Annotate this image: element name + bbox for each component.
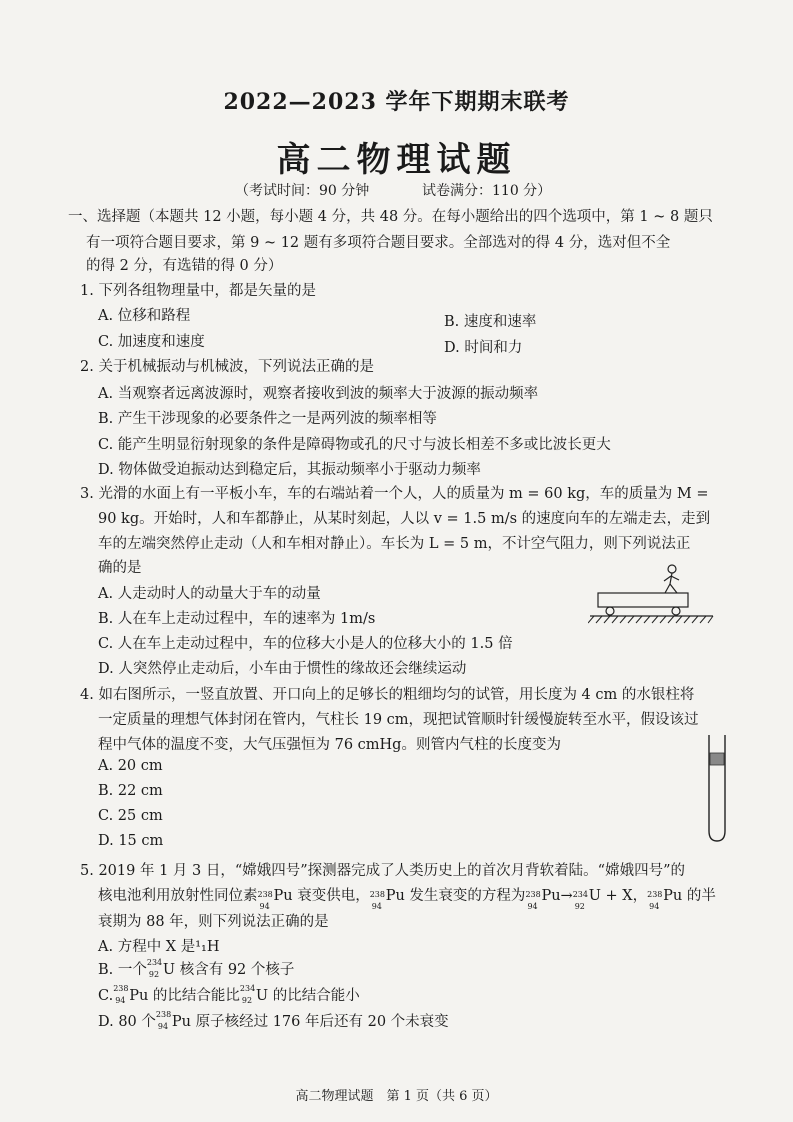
q5-b-text: B. 一个 <box>98 962 147 978</box>
question-1-option-d: D. 时间和力 <box>444 340 523 356</box>
q5-text: U + X， <box>588 888 648 904</box>
atomic-number: 94 <box>371 902 382 911</box>
u-nuclide <box>147 960 163 980</box>
section-instruction-line: 一、选择题（本题共 12 小题，每小题 4 分，共 48 分。在每小题给出的四个选项中，第 1 ~ 8 题只 <box>68 209 713 225</box>
question-3-stem-line: 车的左端突然停止走动（人和车相对静止）。车长为 L = 5 m，不计空气阻力，则下列说法正 <box>98 536 691 552</box>
question-4-stem-line: 程中气体的温度不变，大气压强恒为 76 cmHg。则管内气柱的长度变为 <box>98 737 561 753</box>
pu-nuclide <box>156 1012 172 1032</box>
question-4-stem-line: 4. 如右图所示，一竖直放置、开口向上的足够长的粗细均匀的试管，用长度为 4 cm 的水银柱将 <box>80 687 695 703</box>
exam-title: 2022—2023 学年下期期末联考 <box>223 89 570 115</box>
question-2-stem: 2. 关于机械振动与机械波，下列说法正确的是 <box>80 359 374 375</box>
atomic-number: 92 <box>148 970 160 979</box>
exam-time: （考试时间：90 分钟 <box>235 183 370 199</box>
question-1-stem: 1. 下列各组物理量中，都是矢量的是 <box>80 283 316 299</box>
subject-title: 高二物理试题 <box>276 140 517 180</box>
q5-text: Pu 的半 <box>663 888 716 904</box>
question-4-option-d: D. 15 cm <box>98 833 164 849</box>
q5-text: 核电池利用放射性同位素 <box>98 888 258 904</box>
q5-text: Pu→ <box>541 888 573 904</box>
mass-number: 234 <box>146 958 163 967</box>
mass-number: 238 <box>113 984 129 993</box>
question-2-option-b: B. 产生干涉现象的必要条件之一是两列波的频率相等 <box>98 411 437 427</box>
mass-number: 238 <box>155 1010 172 1019</box>
question-3-option-c: C. 人在车上走动过程中，车的位移大小是人的位移大小的 1.5 倍 <box>98 636 513 652</box>
q5-c-text: U 的比结合能小 <box>255 988 360 1004</box>
pu-nuclide <box>369 886 386 911</box>
pu-nuclide <box>113 986 129 1006</box>
question-2-option-a: A. 当观察者远离波源时，观察者接收到波的频率大于波源的振动频率 <box>98 386 539 402</box>
question-3-stem-line: 3. 光滑的水面上有一平板小车，车的右端站着一个人，人的质量为 m = 60 kg，车的质量为 M = <box>80 486 709 502</box>
question-3-stem-line: 确的是 <box>98 560 142 576</box>
exam-score: 试卷满分：110 分） <box>422 183 552 199</box>
question-1-option-c: C. 加速度和速度 <box>98 334 205 350</box>
mass-number: 238 <box>369 890 385 899</box>
q5-text: Pu 衰变供电， <box>273 888 370 904</box>
mass-number: 234 <box>572 890 588 899</box>
atomic-number: 92 <box>241 996 253 1005</box>
section-instruction-line: 有一项符合题目要求，第 9 ~ 12 题有多项符合题目要求。全部选对的得 4 分，选对但不全 <box>86 235 671 251</box>
page-footer: 高二物理试题 第 1 页（共 6 页） <box>295 1089 498 1104</box>
u-nuclide <box>240 986 256 1006</box>
question-3-option-d: D. 人突然停止走动后，小车由于惯性的缘故还会继续运动 <box>98 661 467 677</box>
test-tube-diagram <box>702 733 732 845</box>
question-1-option-b: B. 速度和速率 <box>444 314 537 330</box>
mass-number: 234 <box>239 984 256 993</box>
question-5-stem-line <box>98 885 716 911</box>
pu-nuclide <box>647 886 663 911</box>
question-4-stem-line: 一定质量的理想气体封闭在管内，气柱长 19 cm，现把试管顺时针缓慢旋转至水平，假设该过 <box>98 712 699 728</box>
mass-number: 238 <box>257 890 273 899</box>
question-3-option-a: A. 人走动时人的动量大于车的动量 <box>98 586 321 602</box>
q5-d-text: D. 80 个 <box>98 1014 156 1030</box>
question-1-option-a: A. 位移和路程 <box>98 308 191 324</box>
question-5-option-b <box>98 958 294 980</box>
u-nuclide <box>572 886 589 911</box>
q5-c-text: C. <box>98 988 114 1004</box>
question-4-option-b: B. 22 cm <box>98 783 163 799</box>
mass-number: 238 <box>647 890 663 899</box>
question-5-stem-line: 衰期为 88 年，则下列说法正确的是 <box>98 914 329 930</box>
atomic-number: 94 <box>115 996 126 1005</box>
question-4-option-c: C. 25 cm <box>98 808 163 824</box>
atomic-number: 94 <box>259 902 270 911</box>
question-5-option-d <box>98 1010 449 1032</box>
mass-number: 238 <box>525 890 541 899</box>
q5-b-text: U 核含有 92 个核子 <box>162 962 295 978</box>
cart-with-person-diagram <box>588 560 718 630</box>
section-instruction-line: 的得 2 分，有选错的得 0 分） <box>86 258 283 274</box>
q5-text: Pu 发生衰变的方程为 <box>385 888 526 904</box>
atomic-number: 94 <box>649 902 660 911</box>
question-3-stem-line: 90 kg。开始时，人和车都静止，从某时刻起，人以 v = 1.5 m/s 的速度向车的左端走去，走到 <box>98 511 711 527</box>
pu-nuclide <box>257 886 274 911</box>
question-3-option-b: B. 人在车上走动过程中，车的速率为 1m/s <box>98 611 376 627</box>
q5-c-text: Pu 的比结合能比 <box>129 988 240 1004</box>
question-5-option-a: A. 方程中 X 是¹₁H <box>98 939 220 955</box>
question-4-option-a: A. 20 cm <box>98 758 163 774</box>
atomic-number: 94 <box>527 902 538 911</box>
question-5-stem-line: 5. 2019 年 1 月 3 日，“嫦娥四号”探测器完成了人类历史上的首次月背软着陆。“嫦娥四号”的 <box>80 863 685 879</box>
pu-nuclide <box>525 886 541 911</box>
question-2-option-d: D. 物体做受迫振动达到稳定后，其振动频率小于驱动力频率 <box>98 462 481 478</box>
question-2-option-c: C. 能产生明显衍射现象的条件是障碍物或孔的尺寸与波长相差不多或比波长更大 <box>98 437 611 453</box>
atomic-number: 92 <box>574 902 585 911</box>
atomic-number: 94 <box>157 1022 169 1031</box>
q5-d-text: Pu 原子核经过 176 年后还有 20 个未衰变 <box>171 1014 449 1030</box>
question-5-option-c <box>98 984 360 1006</box>
